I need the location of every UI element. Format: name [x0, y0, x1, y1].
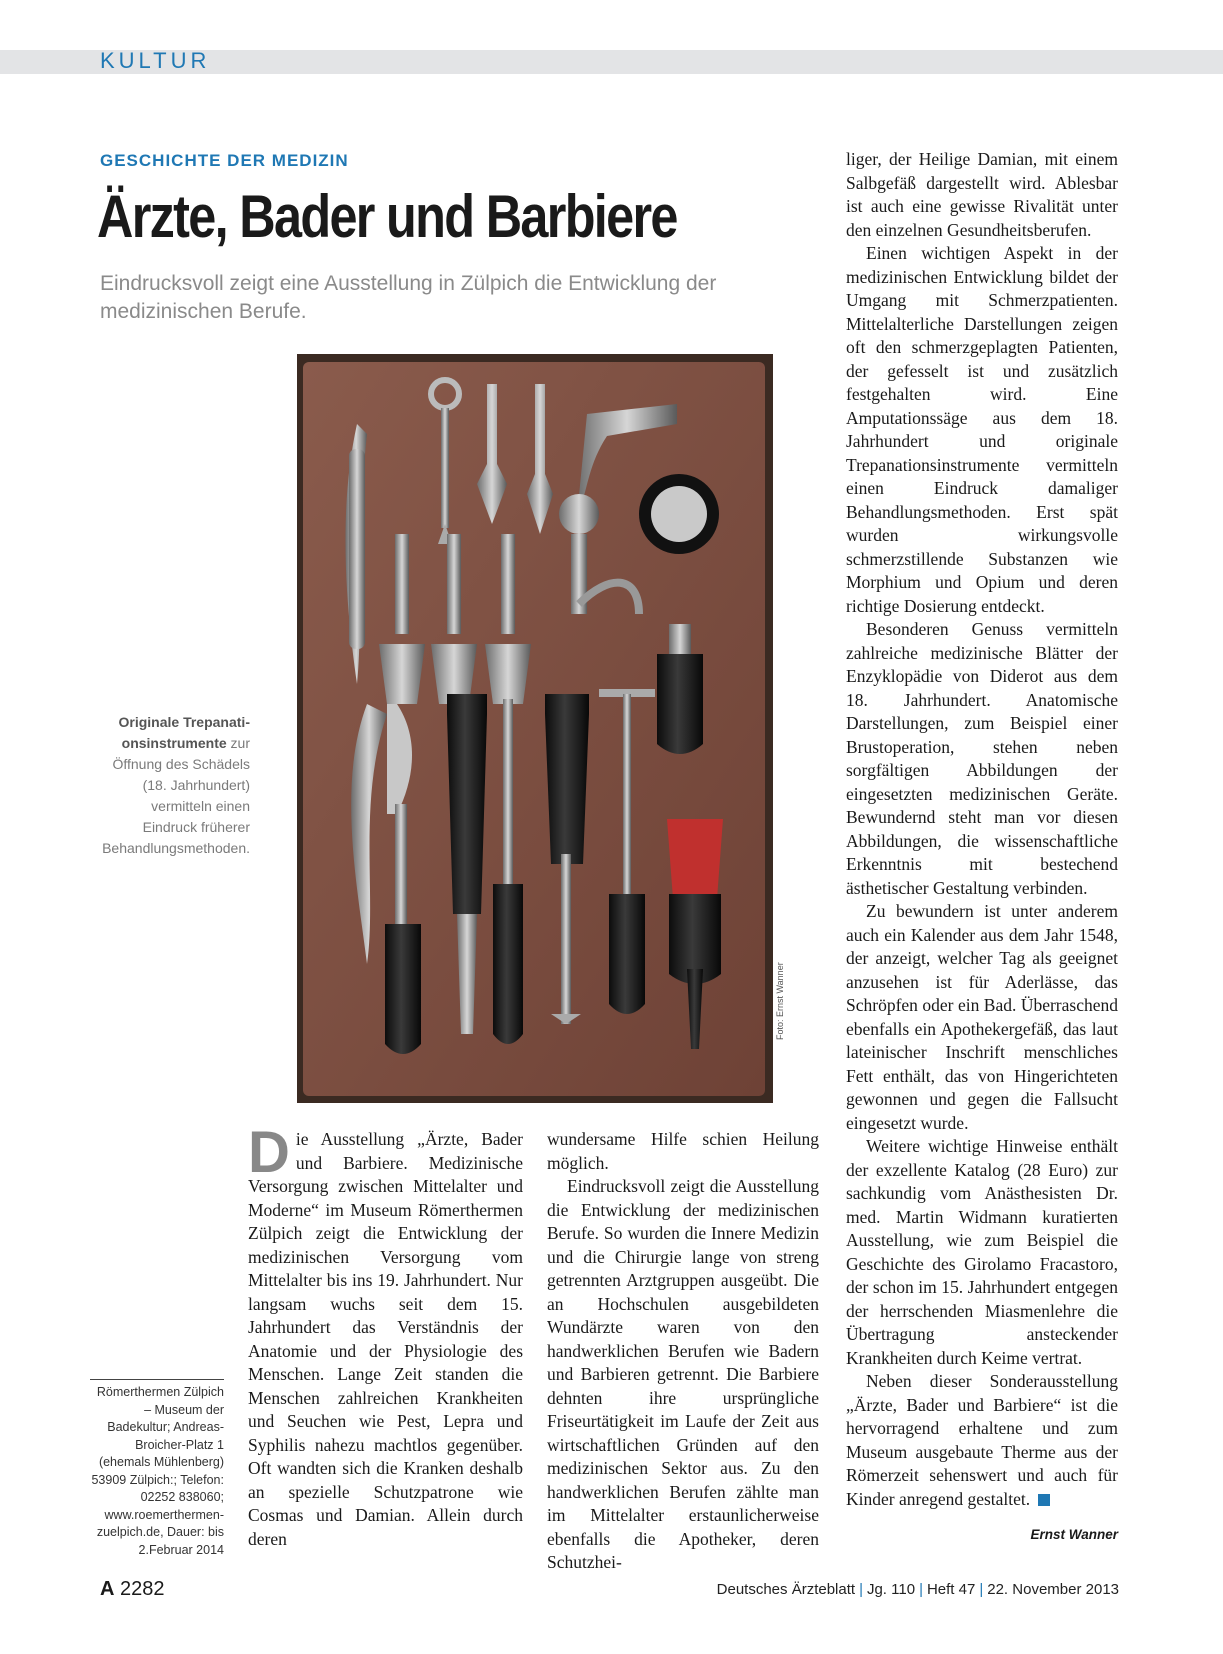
journal-date: 22. November 2013	[987, 1581, 1119, 1598]
body-column-2	[547, 1128, 819, 1575]
caption-text: zur Öffnung des Schädels (18. Jahrhundert) vermitteln einen Eindruck früherer Behandlungsmethoden.	[102, 735, 250, 856]
paragraph-text: ie Ausstellung „Ärzte, Bader und Barbiere. Medizinische Versorgung zwischen Mittelalter und Moderne“ im Museum Römerthermen Zülpich zeigt die Entwicklung der medizinischen Versorgung vom Mittelalter bis ins 19. Jahrhundert. Nur langsam wuchs seit dem 15. Jahrhundert das Verständnis der Anatomie und der Physiologie des Menschen. Lange Zeit standen die Menschen zahlreichen Krankheiten und Seuchen wie Pest, Lepra und Syphilis nahezu machtlos gegenüber. Oft wandten sich die Kranken deshalb an spezielle Schutzpatrone wie Cosmas und Damian. Allein durch deren	[248, 1129, 523, 1549]
exhibition-info-box: Römerthermen Zülpich – Museum der Badekultur; Andreas-Broicher-Platz 1 (ehemals Mühlenberg) 53909 Zülpich:; Telefon: 02252 838060; www.roemerthermen-zuelpich.de, Dauer: bis 2.Februar 2014	[90, 1379, 224, 1559]
footer-separator: |	[919, 1581, 923, 1598]
caption-bold: Originale Trepanationsinstrumente	[118, 714, 250, 751]
paragraph-text: Neben dieser Sonderausstellung „Ärzte, Bader und Barbiere“ ist die hervorragend erhaltene und zum Museum ausgebaute Therme aus der Römerzeit sehenswert und auch für Kinder anregend gestaltet.	[846, 1371, 1118, 1509]
paragraph: Besonderen Genuss vermitteln zahlreiche medizinische Blätter der Enzyklopädie von Diderot aus dem 18. Jahrhundert. Anatomische Darstellungen, zum Beispiel einer Brustoperation, stehen neben sorgfältigen Abbildungen der eingesetzten medizinischen Geräte. Bewundernd steht man vor diesen Abbildungen, die wissenschaftliche Erkenntnis mit bestechend ästhetischer Gestaltung verbinden.	[846, 619, 1118, 898]
footer-separator: |	[859, 1581, 863, 1598]
paragraph: Einen wichtigen Aspekt in der medizinischen Entwicklung bildet der Umgang mit Schmerzpatienten. Mittelalterliche Darstellungen zeigen oft den schmerzgeplagten Patienten, der gefesselt ist und zusätzlich festgehalten wird. Eine Amputationssäge aus dem 18. Jahrhundert und originale Trepanationsinstrumente vermitteln einen Eindruck damaliger Behandlungsmethoden. Erst spät wurden wirkungsvolle schmerzstillende Substanzen wie Morphium und Opium und deren richtige Dosierung entdeckt.	[846, 243, 1118, 616]
article-author: Ernst Wanner	[1030, 1527, 1118, 1542]
paragraph: Zu bewundern ist unter anderem auch ein Kalender aus dem Jahr 1548, der anzeigt, welcher Tag als geeignet anzusehen ist für Aderlässe, das Schröpfen oder ein Bad. Überraschend ebenfalls ein Apothekergefäß, das laut lateinischer Inschrift menschliches Fett enthält, das von Hingerichteten gewonnen und gegen die Fallsucht eingesetzt wurde.	[846, 901, 1118, 1133]
photo-credit: Foto: Ernst Wanner	[775, 962, 785, 1040]
journal-name: Deutsches Ärzteblatt	[716, 1581, 856, 1598]
page-number	[100, 1578, 165, 1601]
page-prefix: A	[100, 1578, 115, 1600]
journal-issue: Heft 47	[926, 1581, 976, 1598]
page-number-value: 2282	[120, 1578, 165, 1600]
photo-caption	[100, 712, 250, 859]
paragraph: wundersame Hilfe schien Heilung möglich.	[547, 1129, 819, 1173]
paragraph	[846, 1370, 1118, 1511]
body-column-1	[248, 1120, 523, 1551]
section-label: KULTUR	[100, 48, 211, 73]
paragraph: Eindrucksvoll zeigt die Ausstellung die Entwicklung der medizinischen Berufe. So wurden die Innere Medizin und die Chirurgie lange von streng getrennten Arztgruppen ausgeübt. Die an Hochschulen ausgebildeten Wundärzte waren von den handwerklichen Berufen wie Badern und Barbieren getrennt. Die Barbiere dehnten ihre ursprüngliche Friseurtätigkeit im Laufe der Zeit aus wirtschaftlichen Gründen auf den medizinischen Sektor aus. Zu den handwerklichen Berufen zählte man im Mittelalter erstaunlicherweise ebenfalls die Apotheker, deren Schutzhei-	[547, 1176, 819, 1572]
footer-separator: |	[979, 1581, 984, 1598]
paragraph: liger, der Heilige Damian, mit einem Salbgefäß dargestellt wird. Ablesbar ist auch eine gewisse Rivalität unter den einzelnen Gesundheitsberufen.	[846, 149, 1118, 240]
journal-volume: Jg. 110	[866, 1581, 916, 1598]
article-photo-trepanation-instruments	[297, 354, 773, 1103]
paragraph	[248, 1120, 523, 1551]
article-headline: Ärzte, Bader und Barbiere	[97, 183, 677, 250]
article-kicker: GESCHICHTE DER MEDIZIN	[100, 151, 349, 170]
end-mark-icon	[1038, 1494, 1050, 1506]
paragraph: Weitere wichtige Hinweise enthält der exzellente Katalog (28 Euro) zur sachkundig vom Anästhesisten Dr. med. Martin Widmann kuratierten Ausstellung, wie zum Beispiel die Geschichte des Girolamo Fracastoro, der schon im 15. Jahrhundert entgegen der herrschenden Miasmenlehre die Übertragung ansteckender Krankheiten durch Keime vertrat.	[846, 1136, 1118, 1368]
body-column-3	[846, 148, 1118, 1511]
article-subtitle: Eindrucksvoll zeigt eine Ausstellung in Zülpich die Entwicklung der medizinischen Berufe.	[100, 272, 717, 323]
instrument-case-illustration	[297, 354, 773, 1103]
journal-footer	[717, 1581, 1119, 1598]
drop-cap: D	[248, 1120, 290, 1185]
